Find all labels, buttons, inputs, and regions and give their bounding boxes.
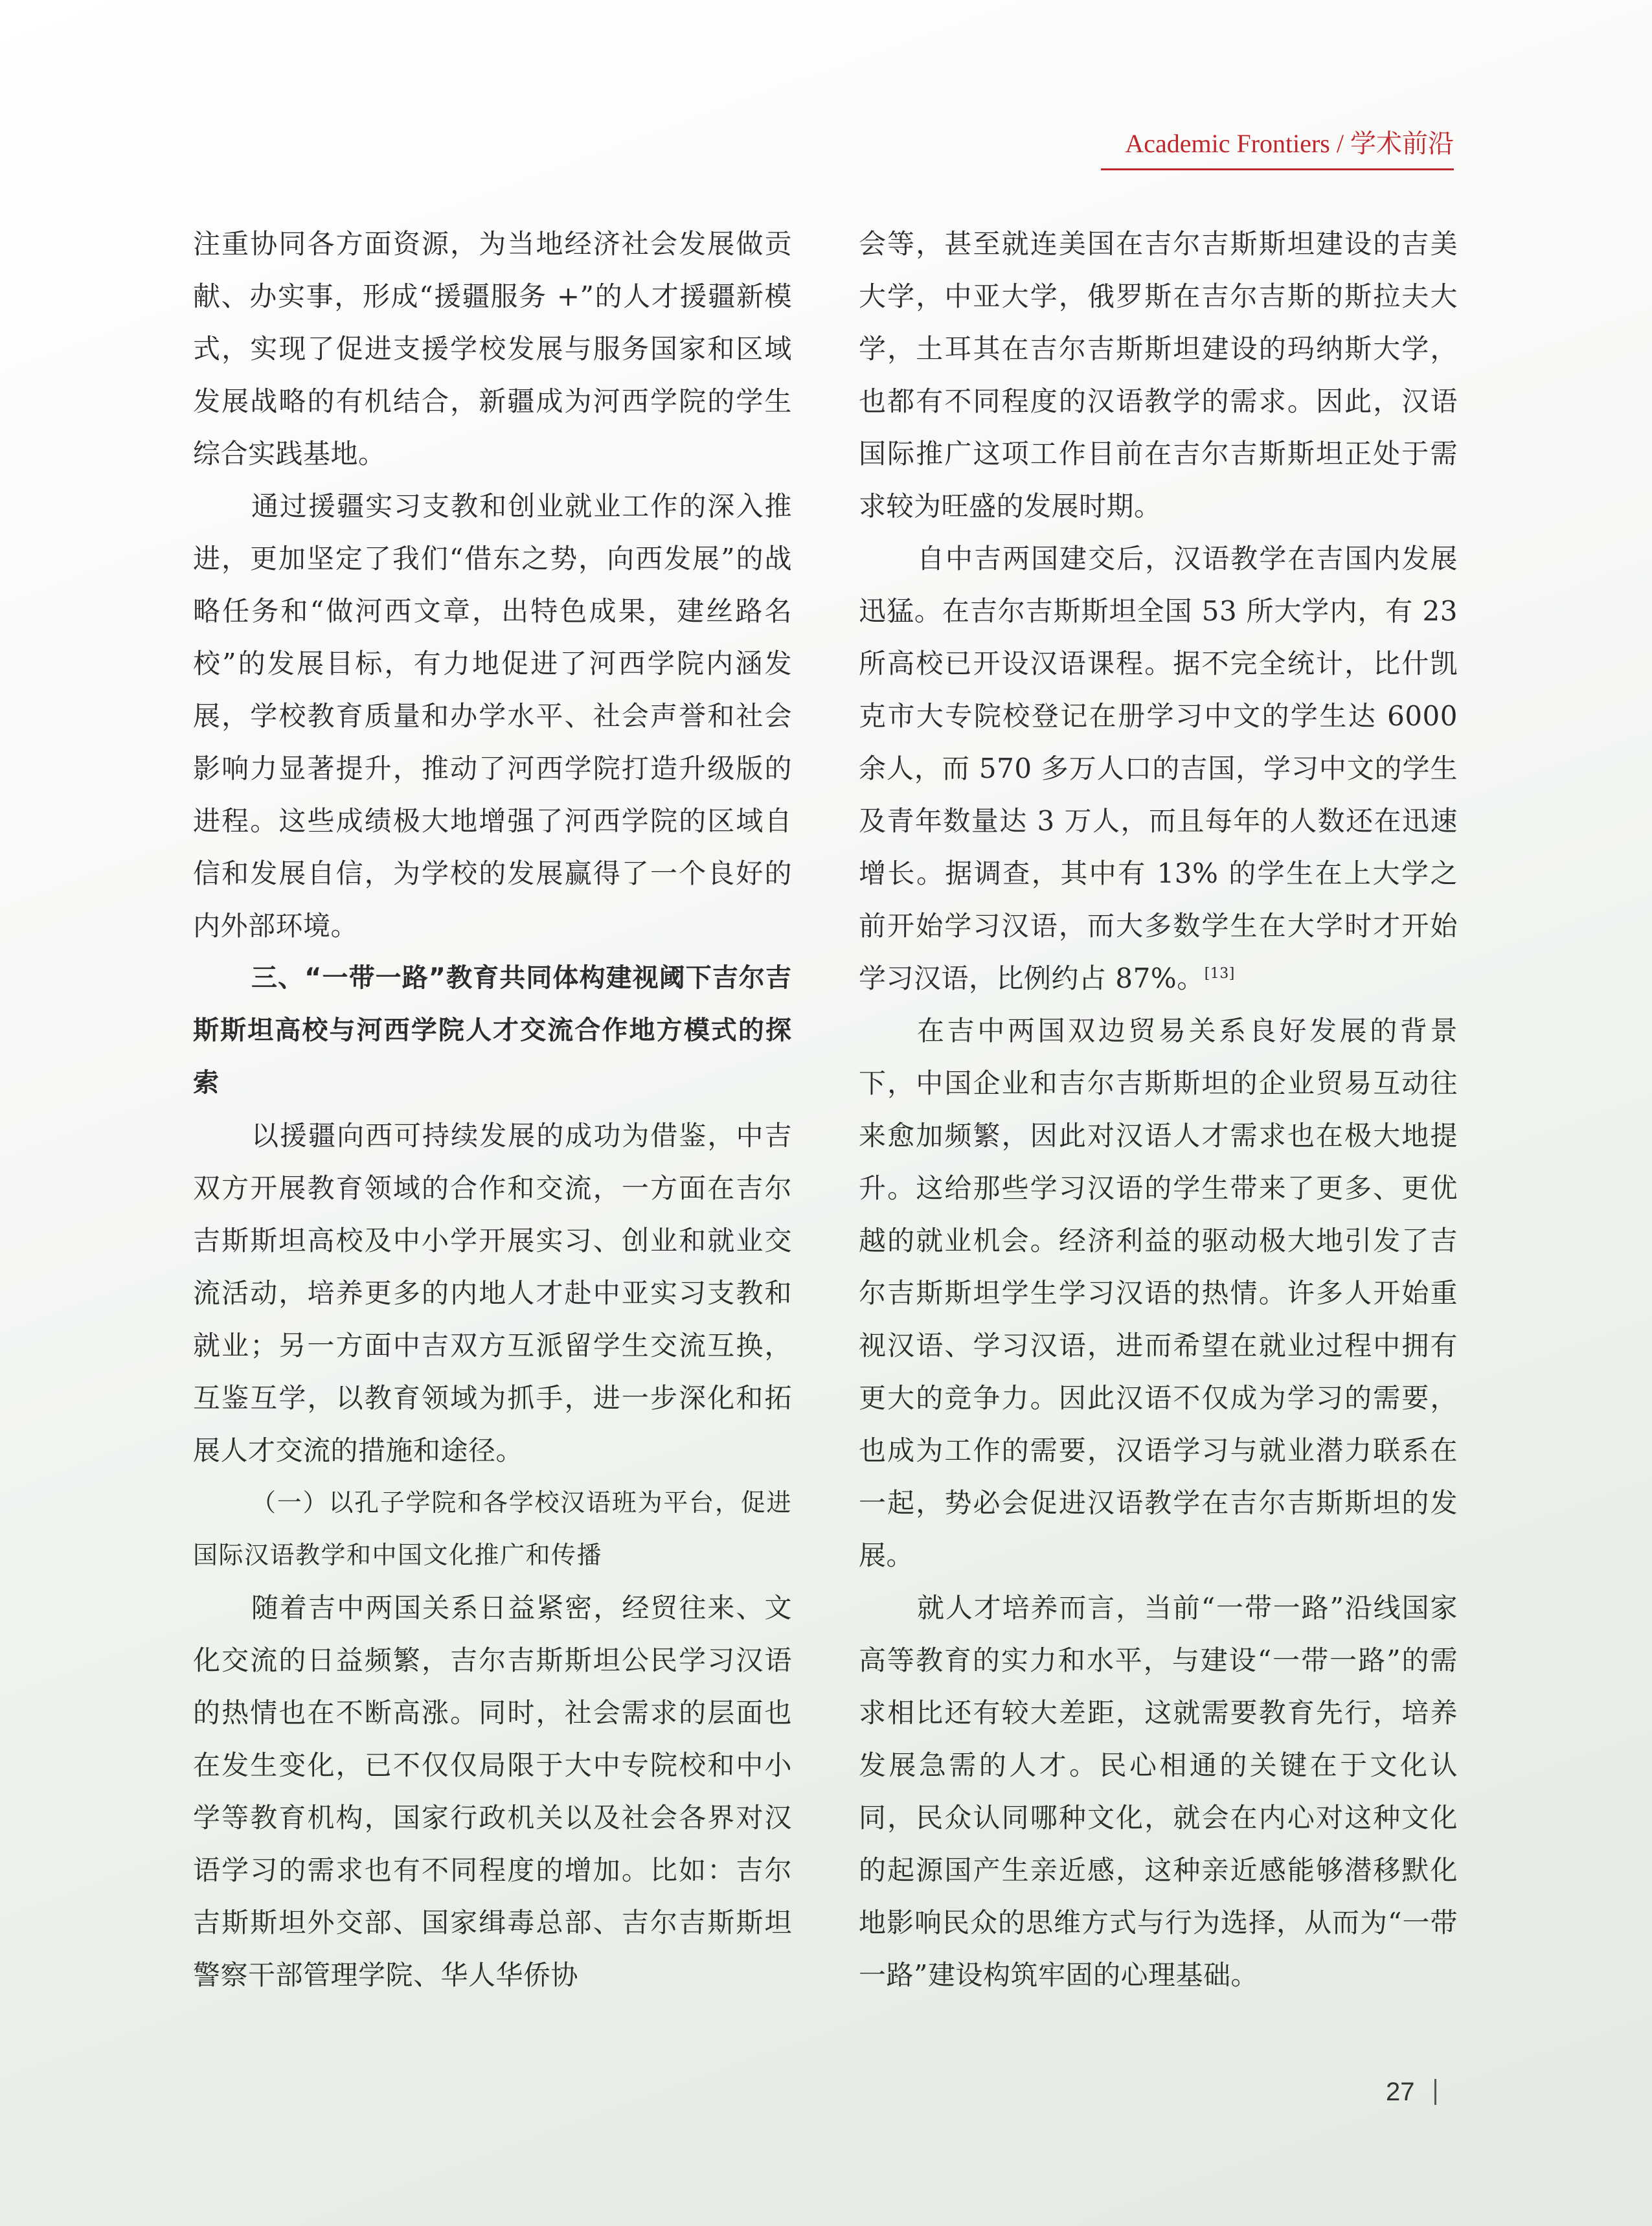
page-number: 27	[1386, 2077, 1415, 2106]
footer-divider	[1434, 2079, 1436, 2105]
right-column	[859, 218, 1458, 2001]
paragraph-text: 自中吉两国建交后，汉语教学在吉国内发展迅猛。在吉尔吉斯斯坦全国 53 所大学内，有 23 所高校已开设汉语课程。据不完全统计，比什凯克市大专院校登记在册学习中文的学生达 6000 余人，而 570 多万人口的吉国，学习中文的学生及青年数量达 3 万人，而且每年的人数还在迅速增长。据调查，其中有 13% 的学生在上大学之前开始学习汉语，而大多数学生在大学时才开始学习汉语，比例约占 87%。	[859, 543, 1458, 994]
paragraph: 通过援疆实习支教和创业就业工作的深入推进，更加坚定了我们“借东之势，向西发展”的战略任务和“做河西文章，出特色成果，建丝路名校”的发展目标，有力地促进了河西学院内涵发展，学校教育质量和办学水平、社会声誉和社会影响力显著提升，推动了河西学院打造升级版的进程。这些成绩极大地增强了河西学院的区域自信和发展自信，为学校的发展赢得了一个良好的内外部环境。	[193, 490, 792, 942]
left-column	[193, 218, 792, 2001]
running-header	[1101, 124, 1454, 170]
section-label: Academic Frontiers / 学术前沿	[1125, 129, 1454, 158]
paragraph: 在吉中两国双边贸易关系良好发展的背景下，中国企业和吉尔吉斯斯坦的企业贸易互动往来愈加频繁，因此对汉语人才需求也在极大地提升。这给那些学习汉语的学生带来了更多、更优越的就业机会。经济利益的驱动极大地引发了吉尔吉斯斯坦学生学习汉语的热情。许多人开始重视汉语、学习汉语，进而希望在就业过程中拥有更大的竞争力。因此汉语不仅成为学习的需要，也成为工作的需要，汉语学习与就业潜力联系在一起，势必会促进汉语教学在吉尔吉斯斯坦的发展。	[859, 1015, 1458, 1571]
paragraph: 注重协同各方面资源，为当地经济社会发展做贡献、办实事，形成“援疆服务 +”的人才援疆新模式，实现了促进支援学校发展与服务国家和区域发展战略的有机结合，新疆成为河西学院的学生综合实践基地。	[193, 228, 792, 470]
citation-ref: [13]	[1204, 966, 1235, 982]
paragraph: 会等，甚至就连美国在吉尔吉斯斯坦建设的吉美大学，中亚大学，俄罗斯在吉尔吉斯的斯拉夫大学，土耳其在吉尔吉斯斯坦建设的玛纳斯大学，也都有不同程度的汉语教学的需求。因此，汉语国际推广这项工作目前在吉尔吉斯斯坦正处于需求较为旺盛的发展时期。	[859, 228, 1458, 522]
paragraph: 就人才培养而言，当前“一带一路”沿线国家高等教育的实力和水平，与建设“一带一路”的需求相比还有较大差距，这就需要教育先行，培养发展急需的人才。民心相通的关键在于文化认同，民众认同哪种文化，就会在内心对这种文化的起源国产生亲近感，这种亲近感能够潜移默化地影响民众的思维方式与行为选择，从而为“一带一路”建设构筑牢固的心理基础。	[859, 1592, 1458, 1991]
paragraph-with-citation	[859, 532, 1458, 1005]
paragraph: 随着吉中两国关系日益紧密，经贸往来、文化交流的日益频繁，吉尔吉斯斯坦公民学习汉语的热情也在不断高涨。同时，社会需求的层面也在发生变化，已不仅仅局限于大中专院校和中小学等教育机构，国家行政机关以及社会各界对汉语学习的需求也有不同程度的增加。比如：吉尔吉斯斯坦外交部、国家缉毒总部、吉尔吉斯斯坦警察干部管理学院、华人华侨协	[193, 1592, 792, 1991]
page-footer	[1386, 2073, 1436, 2111]
section-heading: 三、“一带一路”教育共同体构建视阈下吉尔吉斯斯坦高校与河西学院人才交流合作地方模式的探索	[193, 963, 792, 1098]
subsection-heading: （一）以孔子学院和各学校汉语班为平台，促进国际汉语教学和中国文化推广和传播	[193, 1488, 792, 1569]
paragraph: 以援疆向西可持续发展的成功为借鉴，中吉双方开展教育领域的合作和交流，一方面在吉尔吉斯斯坦高校及中小学开展实习、创业和就业交流活动，培养更多的内地人才赴中亚实习支教和就业；另一方面中吉双方互派留学生交流互换，互鉴互学，以教育领域为抓手，进一步深化和拓展人才交流的措施和途径。	[193, 1120, 792, 1466]
